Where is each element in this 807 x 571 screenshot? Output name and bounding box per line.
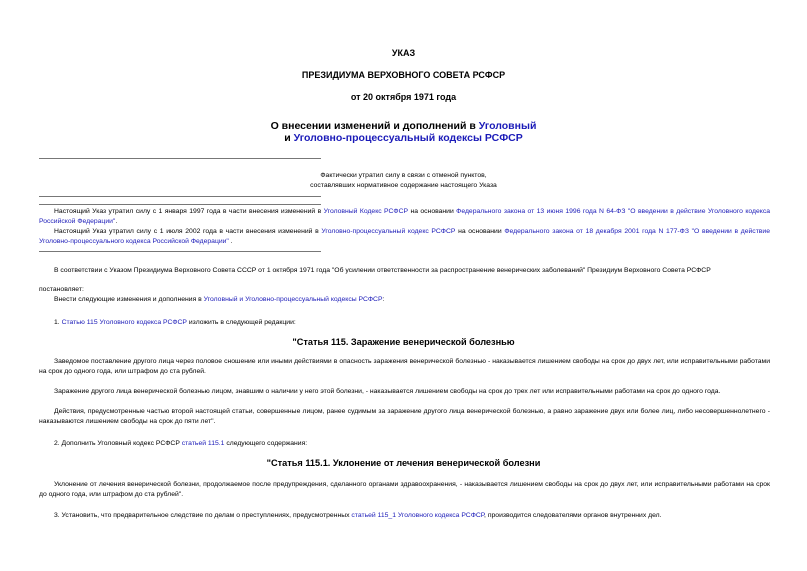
item-text: , производится следователями органов внутренних дел.: [484, 512, 662, 519]
item-text: следующего содержания:: [224, 440, 308, 447]
article-115-part-2: Заражение другого лица венерической болезнью лицом, знавшим о наличии у него этой болезни, - наказывается лишением свободы на срок до трех лет или исправительными работами на срок до одного года.: [54, 388, 721, 395]
divider: [39, 158, 321, 159]
federal-law-177fz-link[interactable]: Федерального закона от 18 декабря 2001 года N 177-ФЗ "О введении в действие Уголовно-процессуального кодекса Российской Федерации": [39, 228, 770, 245]
note-text: .: [228, 238, 233, 245]
criminal-code-rsfsr-link[interactable]: Уголовный Кодекс РСФСР: [323, 208, 409, 215]
note-text: Настоящий Указ утратил силу с 1 января 1997 года в части внесения изменений в: [54, 208, 324, 215]
article-115-part-1: Заведомое поставление другого лица через половое сношение или иными действиями в опасность заражения венерической болезнью - наказывается лишением свободы на срок до двух лет, или исправительными работами на срок до одного года, или штрафом до ста рублей.: [39, 358, 770, 375]
item-2: [39, 439, 770, 449]
doc-type-title: УКАЗ: [391, 48, 416, 58]
article-115-1-link[interactable]: статьей 115.1: [181, 440, 225, 447]
intro-paragraph: В соответствии с Указом Президиума Верховного Совета СССР от 1 октября 1971 года "Об усилении ответственности за распространение венерических заболеваний" Президиум Верховного Совета РСФСР: [54, 267, 711, 274]
codes-link[interactable]: Уголовный и Уголовно-процессуальный кодексы РСФСР: [203, 296, 383, 303]
article-115-1-criminal-code-link[interactable]: статьей 115_1 Уголовного кодекса РСФСР: [351, 512, 485, 519]
note-text: Настоящий Указ утратил силу с 1 июля 2002 года в части внесения изменений в: [54, 228, 322, 235]
amend-text: :: [382, 296, 385, 303]
subject-text: О внесении изменений и дополнений в: [270, 120, 479, 132]
note-text: на основании: [455, 228, 505, 235]
note-text: .: [115, 218, 118, 225]
doc-date: от 20 октября 1971 года: [350, 92, 457, 102]
article-115-heading: "Статья 115. Заражение венерической болезнью: [292, 337, 515, 347]
divider: [39, 204, 321, 205]
article-115-1-heading: "Статья 115.1. Уклонение от лечения венерической болезни: [266, 458, 541, 468]
subject-text-2: и: [284, 132, 294, 144]
decrees-word: постановляет:: [39, 286, 84, 293]
status-note-line: Фактически утратил силу в связи с отменой пунктов,: [320, 172, 487, 179]
item-1: [39, 318, 770, 328]
item-text: 2. Дополнить Уголовный кодекс РСФСР: [54, 440, 182, 447]
item-text: 1.: [54, 319, 62, 326]
amend-text: Внести следующие изменения и дополнения в: [54, 296, 204, 303]
criminal-code-link[interactable]: Уголовный: [478, 120, 537, 132]
article-115-part-3: Действия, предусмотренные частью второй настоящей статьи, совершенные лицом, ранее судимым за заражение другого лица венерической болезнью, а равно заражение двух или более лиц, либо несовершеннолетнего - наказываются лишением свободы на срок до пяти лет".: [39, 408, 770, 425]
article-115-link[interactable]: Статью 115 Уголовного кодекса РСФСР: [61, 319, 187, 326]
repeal-note-2: [39, 227, 770, 247]
item-text: изложить в следующей редакции:: [186, 319, 296, 326]
note-text: на основании: [408, 208, 457, 215]
article-115-1-part-1: Уклонение от лечения венерической болезни, продолжаемое после предупреждения, сделанного органами здравоохранения, - наказывается лишением свободы на срок до двух лет, или исправительными работами на срок до одного года, или штрафом до ста рублей".: [39, 481, 770, 498]
criminal-procedure-code-link[interactable]: Уголовно-процессуальный кодексы РСФСР: [293, 132, 523, 144]
divider: [39, 251, 321, 252]
doc-subject: [0, 120, 807, 144]
criminal-procedure-code-rsfsr-link[interactable]: Уголовно-процессуальный кодекс РСФСР: [321, 228, 456, 235]
item-3: [39, 511, 770, 521]
repeal-note-1: [39, 207, 770, 227]
item-text: 3. Установить, что предварительное следствие по делам о преступлениях, предусмотренных: [54, 512, 352, 519]
divider: [39, 196, 321, 197]
status-note-line: составлявших нормативное содержание настоящего Указа: [310, 182, 497, 189]
doc-issuer: ПРЕЗИДИУМА ВЕРХОВНОГО СОВЕТА РСФСР: [301, 70, 506, 80]
federal-law-64fz-link[interactable]: Федерального закона от 13 июня 1996 года N 64-ФЗ "О введении в действие Уголовного кодекса Российской Федерации": [39, 208, 770, 225]
status-note: [0, 171, 807, 191]
amend-paragraph: [39, 295, 770, 305]
